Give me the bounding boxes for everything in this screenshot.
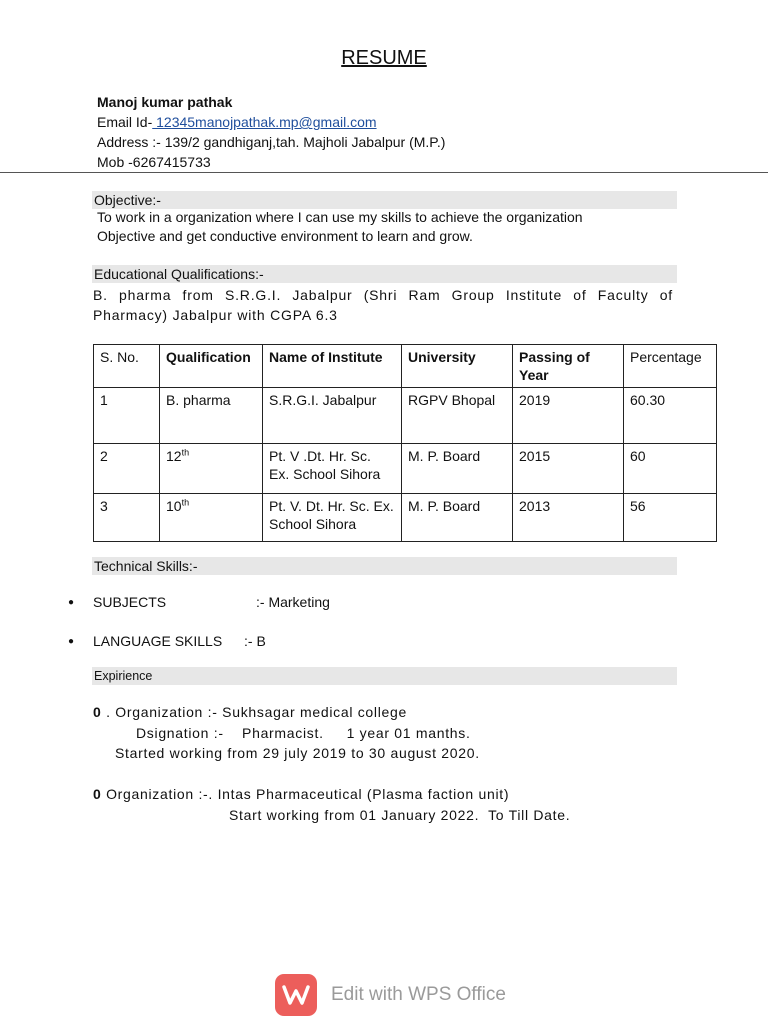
cell-qualification: B. pharma <box>160 388 263 444</box>
job-1-designation: Dsignation :- Pharmacist. 1 year 01 manths. <box>136 725 471 741</box>
cell-percentage: 56 <box>624 494 717 542</box>
education-summary: B. pharma from S.R.G.I. Jabalpur (Shri Ram Group Institute of Faculty of Pharmacy) Jabalpur with CGPA 6.3 <box>93 287 673 323</box>
header-university: University <box>402 345 513 388</box>
address-line: Address :- 139/2 gandhiganj,tah. Majholi Jabalpur (M.P.) <box>97 134 446 150</box>
header-qualification: Qualification <box>160 345 263 388</box>
job-2-organization <box>93 786 509 802</box>
resume-title: RESUME <box>341 47 427 69</box>
bullet-icon: ● <box>68 597 75 608</box>
table-header-row <box>94 345 717 388</box>
objective-text <box>97 208 677 246</box>
cell-university: M. P. Board <box>402 444 513 494</box>
experience-heading: Expirience <box>92 667 677 685</box>
skill-language-label: LANGUAGE SKILLS <box>93 633 223 649</box>
technical-skills-heading: Technical Skills:- <box>92 557 677 575</box>
bullet-icon: ● <box>68 636 75 647</box>
job-1-organization <box>93 704 407 720</box>
cell-qualification <box>160 494 263 542</box>
cell-sno: 3 <box>94 494 160 542</box>
header-divider <box>0 172 768 173</box>
education-heading: Educational Qualifications:- <box>92 265 677 283</box>
cell-year: 2019 <box>513 388 624 444</box>
cell-sno: 2 <box>94 444 160 494</box>
header-sno: S. No. <box>94 345 160 388</box>
header-institute: Name of Institute <box>263 345 402 388</box>
cell-institute: Pt. V .Dt. Hr. Sc. Ex. School Sihora <box>263 444 402 494</box>
cell-percentage: 60.30 <box>624 388 717 444</box>
skill-language-value: :- B <box>244 633 266 649</box>
job-1-number: 0 <box>93 704 102 720</box>
cell-sno: 1 <box>94 388 160 444</box>
job-2-org-text: Organization :-. Intas Pharmaceutical (Plasma faction unit) <box>101 786 510 802</box>
objective-line-2: Objective and get conductive environment to learn and grow. <box>97 228 473 244</box>
job-2-duration: Start working from 01 January 2022. To Till Date. <box>229 807 571 823</box>
job-1-org-text: . Organization :- Sukhsagar medical college <box>101 704 407 720</box>
cell-year: 2015 <box>513 444 624 494</box>
cell-year: 2013 <box>513 494 624 542</box>
qualification-suffix: th <box>181 497 190 508</box>
candidate-name: Manoj kumar pathak <box>97 94 233 110</box>
email-label: Email Id- <box>97 114 153 130</box>
cell-qualification <box>160 444 263 494</box>
qualification-suffix: th <box>181 447 190 458</box>
table-row <box>94 388 717 444</box>
cell-university: M. P. Board <box>402 494 513 542</box>
objective-line-1: To work in a organization where I can use my skills to achieve the organization <box>97 209 583 225</box>
skill-subjects-label: SUBJECTS <box>93 594 167 610</box>
cell-university: RGPV Bhopal <box>402 388 513 444</box>
job-2-number: 0 <box>93 786 102 802</box>
header-percentage: Percentage <box>624 345 717 388</box>
cell-institute: Pt. V. Dt. Hr. Sc. Ex. School Sihora <box>263 494 402 542</box>
skill-subjects-value: :- Marketing <box>256 594 330 610</box>
header-passing-year: Passing of Year <box>513 345 624 388</box>
qualification-number: 10 <box>166 498 182 514</box>
qualification-number: 12 <box>166 448 182 464</box>
mobile-line: Mob -6267415733 <box>97 154 211 170</box>
email-line <box>97 112 377 132</box>
table-row <box>94 444 717 494</box>
cell-institute: S.R.G.I. Jabalpur <box>263 388 402 444</box>
objective-heading: Objective:- <box>92 191 677 209</box>
job-1-duration: Started working from 29 july 2019 to 30 august 2020. <box>115 745 480 761</box>
qualifications-table <box>93 344 717 542</box>
table-row <box>94 494 717 542</box>
wps-w-glyph <box>275 974 317 1016</box>
wps-watermark-text[interactable]: Edit with WPS Office <box>331 984 506 1005</box>
wps-logo-icon <box>275 974 317 1016</box>
cell-percentage: 60 <box>624 444 717 494</box>
email-link[interactable]: 12345manojpathak.mp@gmail.com <box>152 114 377 130</box>
